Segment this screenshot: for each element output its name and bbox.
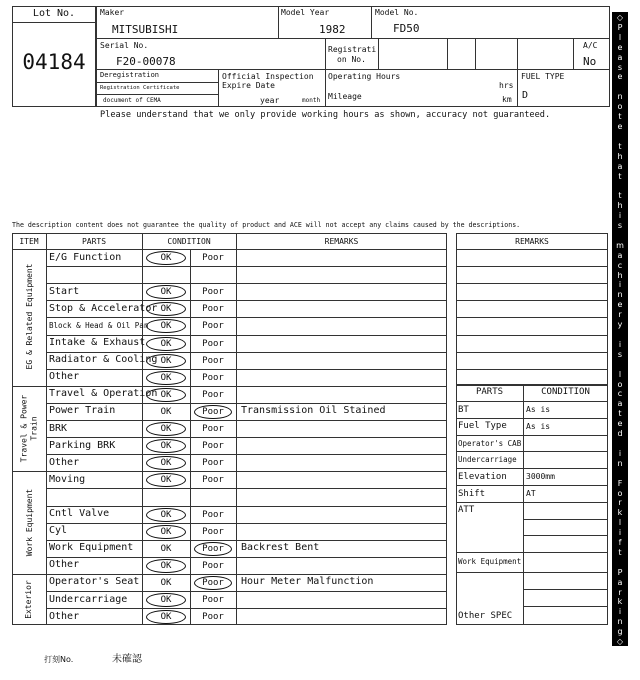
ac-value: No [583, 55, 597, 68]
ok-circle-mark [146, 337, 186, 351]
row-rule [46, 540, 447, 541]
poor-circle-mark [194, 405, 232, 419]
header-rule [12, 249, 447, 250]
spec-condition: As is [526, 421, 551, 431]
inspection-label-2: Expire Date [222, 81, 275, 90]
part-name: Travel & Operation [49, 388, 158, 400]
other-spec-label: Other SPEC [458, 611, 513, 622]
poor-label: Poor [202, 372, 224, 383]
side-banner-char: m [616, 240, 624, 250]
other-spec-sub-rule [523, 589, 608, 590]
poor-label: Poor [202, 321, 224, 332]
spec-part: ATT [458, 505, 475, 516]
ok-circle-mark [146, 422, 186, 436]
registration-certificate-label: Registration Certificate [100, 85, 180, 91]
side-banner-char: c [617, 260, 623, 270]
right-remarks-box [456, 233, 608, 386]
part-name: Work Equipment [49, 542, 134, 554]
row-rule [12, 386, 447, 387]
hrs-label: hrs [499, 81, 514, 90]
ok-label: OK [160, 612, 172, 623]
model-year-label: Model Year [281, 8, 330, 17]
poor-label: Poor [202, 509, 224, 520]
spec-row-rule [456, 502, 608, 503]
group-label: Work Equipment [24, 488, 34, 556]
side-banner-char: i [618, 448, 622, 458]
header-remarks: REMARKS [324, 237, 359, 246]
serial-value: F20-00078 [116, 55, 176, 68]
month-label: month [302, 97, 321, 104]
side-banner-char: e [617, 300, 623, 310]
spec-row-rule [456, 451, 608, 452]
side-banner-char: l [618, 32, 622, 42]
side-banner-char: a [617, 250, 623, 260]
spec-row-rule [456, 418, 608, 419]
side-banner-char: t [618, 141, 622, 151]
poor-label: Poor [202, 287, 224, 298]
poor-label: Poor [202, 475, 224, 486]
spec-part: Undercarriage [458, 455, 517, 465]
remarks-text: Transmission Oil Stained [241, 405, 386, 417]
ok-circle-mark [146, 559, 186, 573]
side-banner-char: o [617, 102, 623, 112]
row-rule [46, 403, 447, 404]
right-remarks-rule [456, 300, 608, 301]
model-no-value: FD50 [393, 22, 420, 35]
poor-circle-mark [194, 576, 232, 590]
poor-label: Poor [202, 612, 224, 623]
spec-row-rule [456, 435, 608, 436]
ok-circle-mark [146, 593, 186, 607]
spec-condition: 3000mm [526, 472, 555, 482]
ok-label: OK [160, 372, 172, 383]
side-banner-char: n [617, 92, 623, 102]
row-rule [46, 523, 447, 524]
poor-circle-mark [194, 542, 232, 556]
part-name: Operator's Seat [49, 576, 140, 588]
part-name: Intake & Exhaust [49, 337, 146, 348]
spec-part: BT [458, 404, 469, 415]
poor-label: Poor [202, 526, 224, 537]
right-remarks-rule [456, 317, 608, 318]
row-rule [46, 335, 447, 336]
row-rule [46, 266, 447, 267]
spec-row-rule [456, 485, 608, 486]
header-condition: CONDITION [167, 237, 211, 246]
poor-label: Poor [202, 253, 224, 263]
disclaimer: The description content does not guarantee the quality of product and ACE will not accept any claims caused by the descriptions. [12, 221, 521, 229]
header-item: ITEM [19, 237, 39, 246]
side-banner-char: n [617, 290, 623, 300]
ok-label: OK [160, 304, 172, 315]
part-name: Other [49, 371, 80, 383]
side-banner-char: P [617, 567, 623, 577]
column-rule [46, 233, 47, 625]
ok-label: OK [160, 595, 172, 605]
poor-label: Poor [202, 560, 224, 571]
group-label: Travel & Power [19, 394, 29, 462]
row-rule [46, 283, 447, 284]
header-parts: PARTS [81, 237, 107, 246]
spec-header-parts: PARTS [475, 387, 504, 397]
ok-circle-mark [146, 388, 186, 402]
remarks-text: Backrest Bent [241, 542, 320, 554]
ok-label: OK [160, 526, 172, 537]
row-rule [46, 488, 447, 489]
ok-label: OK [160, 253, 172, 263]
other-spec-rule [523, 606, 608, 607]
poor-label: Poor [202, 355, 224, 366]
right-remarks-rule [456, 352, 608, 353]
ok-label: OK [160, 424, 172, 434]
side-banner-char: o [617, 379, 623, 389]
side-banner-char: h [617, 201, 623, 211]
spec-part: Operator's CAB [458, 438, 522, 448]
side-banner-char: e [617, 419, 623, 429]
side-banner-char: d [617, 429, 623, 439]
side-banner-char: s [617, 62, 623, 72]
part-name: Parking BRK [49, 439, 116, 451]
year-label: year [260, 96, 280, 105]
part-name: E/G Function [49, 251, 122, 263]
stamp-label: 打刻No. [44, 655, 74, 664]
side-banner-char: ◇ [616, 13, 624, 22]
side-banner-char: a [617, 52, 623, 62]
ok-label: OK [160, 406, 172, 417]
model-no-label: Model No. [375, 8, 419, 17]
row-rule [46, 437, 447, 438]
side-banner-char: s [617, 221, 623, 231]
maker-label: Maker [100, 8, 125, 17]
poor-label: Poor [202, 577, 224, 588]
row-rule [12, 471, 447, 472]
deregistration-label: Deregistration [100, 71, 160, 79]
ok-label: OK [160, 441, 172, 452]
side-banner-char: e [617, 42, 623, 52]
fuel-type-label: FUEL TYPE [521, 72, 565, 81]
part-name: Radiator & Cooling [49, 354, 158, 366]
ok-label: OK [160, 287, 172, 298]
part-name: Cyl [49, 525, 68, 537]
side-banner-char: l [618, 518, 622, 528]
side-banner-char: o [617, 488, 623, 498]
side-banner-char: t [618, 191, 622, 201]
side-banner-char: t [618, 112, 622, 122]
side-banner-char: e [617, 121, 623, 131]
row-rule [46, 454, 447, 455]
row-rule [46, 557, 447, 558]
remarks-text: Hour Meter Malfunction [241, 576, 374, 588]
registration-label-2: on No. [337, 55, 366, 64]
side-banner-char: F [617, 478, 623, 488]
side-banner-char: h [617, 151, 623, 161]
spec-condition: AT [526, 489, 536, 498]
group-label-line-2: Train [29, 416, 39, 441]
poor-label: Poor [202, 338, 224, 349]
ok-circle-mark [146, 354, 186, 368]
part-name: Start [49, 285, 80, 297]
side-banner-char: i [618, 339, 622, 349]
side-banner-char: t [618, 547, 622, 557]
ok-label: OK [160, 475, 172, 486]
ok-circle-mark [146, 371, 186, 385]
stamp-value: 未確認 [112, 654, 142, 665]
spec-condition: As is [526, 405, 551, 414]
side-banner-char: a [617, 399, 623, 409]
ok-label: OK [160, 543, 172, 554]
operating-hours-label: Operating Hours [328, 72, 401, 81]
ok-label: OK [160, 577, 172, 588]
poor-label: Poor [202, 595, 224, 605]
spec-header-condition: CONDITION [541, 387, 590, 397]
side-banner-char: k [617, 508, 623, 518]
side-banner-char: a [617, 577, 623, 587]
side-banner-char: g [617, 627, 623, 637]
ok-circle-mark [146, 525, 186, 539]
serial-label: Serial No. [100, 41, 149, 50]
right-remarks-header-rule [456, 249, 608, 250]
side-banner-char: l [618, 369, 622, 379]
side-banner-char: i [618, 607, 622, 617]
ok-label: OK [160, 458, 172, 469]
part-name: Stop & Accelerator [49, 302, 158, 314]
maker-value: MITSUBISHI [112, 23, 179, 36]
part-name: Other [49, 610, 80, 622]
part-name: Power Train [49, 405, 116, 417]
side-banner-char: s [617, 349, 623, 359]
fuel-type-value: D [522, 90, 529, 101]
side-banner-char: r [618, 310, 622, 320]
side-banner [612, 12, 628, 646]
side-banner-char: f [618, 538, 622, 548]
ok-label: OK [160, 509, 172, 520]
side-banner-char: e [617, 72, 623, 82]
part-name: Cntl Valve [49, 508, 110, 519]
poor-label: Poor [202, 406, 224, 417]
cema-label: document of CEMA [103, 97, 161, 104]
row-rule [46, 506, 447, 507]
side-banner-char: t [618, 171, 622, 181]
row-rule [46, 369, 447, 370]
ok-circle-mark [146, 508, 186, 522]
ok-label: OK [160, 560, 172, 571]
column-rule [236, 233, 237, 625]
side-banner-char: r [618, 587, 622, 597]
row-rule [12, 574, 447, 575]
part-name: BRK [49, 422, 68, 434]
ok-label: OK [160, 338, 172, 349]
inspection-label-1: Official Inspection [222, 72, 314, 81]
side-banner-char: k [617, 597, 623, 607]
side-banner-char: y [617, 320, 623, 330]
part-name: Moving [49, 473, 86, 485]
mileage-label: Mileage [328, 92, 362, 101]
row-rule [46, 352, 447, 353]
row-rule [46, 317, 447, 318]
model-year-value: 1982 [319, 23, 346, 36]
att-sub-rule [523, 535, 608, 536]
poor-label: Poor [202, 389, 224, 400]
right-remarks-header: REMARKS [515, 237, 549, 246]
side-banner-char: i [618, 280, 622, 290]
right-remarks-rule [456, 283, 608, 284]
row-rule [46, 300, 447, 301]
side-banner-char: i [618, 211, 622, 221]
side-banner-char: n [617, 617, 623, 627]
side-banner-char: P [617, 22, 623, 32]
side-banner-char: n [617, 458, 623, 468]
part-name: Other [49, 559, 80, 571]
row-rule [46, 591, 447, 592]
side-banner-char: c [617, 389, 623, 399]
work-equipment-rule-bottom [456, 572, 608, 573]
side-banner-char: ◇ [616, 637, 624, 647]
ok-label: OK [160, 389, 172, 400]
spec-part: Fuel Type [458, 421, 507, 432]
side-banner-char: t [618, 409, 622, 419]
right-remarks-rule [456, 266, 608, 267]
side-banner-char: i [618, 528, 622, 538]
lot-number: 04184 [22, 50, 86, 74]
spec-part: Elevation [458, 471, 507, 482]
part-name: Undercarriage [49, 593, 128, 605]
spec-header-rule [456, 401, 608, 402]
hours-note: Please understand that we only provide working hours as shown, accuracy not guaranteed. [100, 110, 551, 120]
row-rule [46, 420, 447, 421]
row-rule [46, 608, 447, 609]
side-banner-char: r [618, 498, 622, 508]
ok-label: OK [160, 321, 172, 332]
right-remarks-rule [456, 369, 608, 370]
part-name: Other [49, 456, 80, 468]
part-name: Block & Head & Oil Pan [49, 321, 149, 331]
ok-label: OK [160, 355, 172, 366]
att-sub-rule [523, 519, 608, 520]
poor-label: Poor [202, 304, 224, 315]
lot-label: Lot No. [32, 8, 76, 19]
ac-label: A/C [583, 41, 598, 50]
spec-part: Shift [458, 488, 486, 499]
poor-label: Poor [202, 543, 224, 554]
poor-label: Poor [202, 458, 224, 469]
work-equipment-rule [456, 552, 608, 553]
group-label: EG & Related Equipment [24, 263, 34, 370]
side-banner-char: h [617, 270, 623, 280]
registration-label-1: Registrati [328, 45, 377, 54]
right-remarks-rule [456, 335, 608, 336]
side-banner-char: a [617, 161, 623, 171]
poor-label: Poor [202, 441, 224, 452]
km-label: km [502, 95, 512, 104]
work-equipment-label: Work Equipment [458, 557, 522, 567]
ok-circle-mark [146, 251, 186, 265]
spec-row-rule [456, 468, 608, 469]
group-label: Exterior [24, 579, 34, 619]
poor-label: Poor [202, 424, 224, 434]
